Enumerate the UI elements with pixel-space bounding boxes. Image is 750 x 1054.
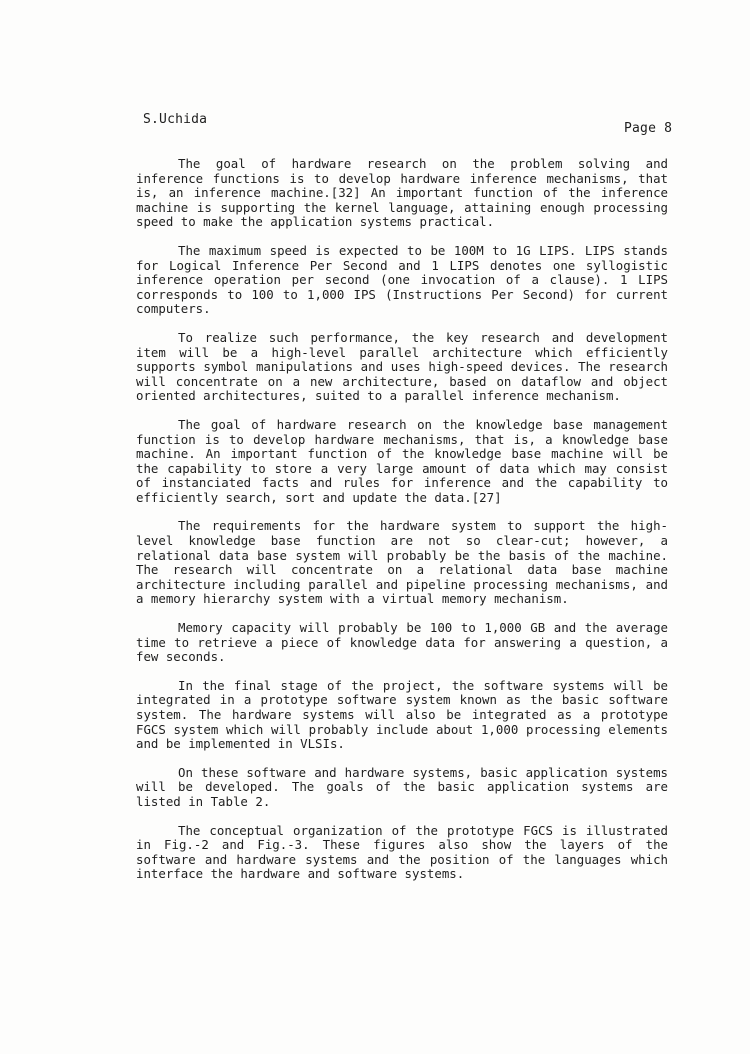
paragraph-final-stage: In the final stage of the project, the software systems will be integrated in a prototype software system known as the basic software system. The hardware systems will also be integrated as a prototype FGCS system which will probably include about 1,000 processing elements and be implemented in VLSIs. [136,677,668,752]
page-number: Page 8 [624,121,673,136]
paragraph-parallel-architecture: To realize such performance, the key research and development item will be a high-level parallel architecture which efficiently supports symbol manipulations and uses high-speed devices. The research will concentrate on a new architecture, based on dataflow and object oriented architectures, suited to a parallel inference mechanism. [136,329,668,404]
paragraph-knowledge-base-machine: The goal of hardware research on the knowledge base management function is to develop hardware mechanisms, that is, a knowledge base machine. An important function of the knowledge base machine will be the capability to store a very large amount of data which may consist of instanciated facts and rules for inference and the capability to efficiently search, sort and update the data.[27] [136,416,668,505]
paragraph-hardware-requirements: The requirements for the hardware system to support the high-level knowledge base function are not so clear-cut; however, a relational data base system will probably be the basis of the machine. The research will concentrate on a relational data base machine architecture including parallel and pipeline processing mechanisms, and a memory hierarchy system with a virtual memory mechanism. [136,518,668,607]
author-header: S.Uchida [143,112,208,127]
paragraph-lips-speed: The maximum speed is expected to be 100M to 1G LIPS. LIPS stands for Logical Inference Per Second and 1 LIPS denotes one syllogistic inference operation per second (one invocation of a clause). 1 LIPS corresponds to 100 to 1,000 IPS (Instructions Per Second) for current computers. [136,242,668,317]
paragraph-memory-capacity: Memory capacity will probably be 100 to 1,000 GB and the average time to retrieve a piece of knowledge data for answering a question, a few seconds. [136,620,668,665]
paragraph-conceptual-organization: The conceptual organization of the prototype FGCS is illustrated in Fig.-2 and Fig.-3. These figures also show the layers of the software and hardware systems and the position of the languages which interface the hardware and software systems. [136,822,668,882]
paragraph-inference-machine: The goal of hardware research on the problem solving and inference functions is to develop hardware inference mechanisms, that is, an inference machine.[32] An important function of the inference machine is supporting the kernel language, attaining enough processing speed to make the application systems practical. [136,156,668,230]
document-body [136,157,668,882]
paragraph-basic-applications: On these software and hardware systems, basic application systems will be developed. The goals of the basic application systems are listed in Table 2. [136,764,668,809]
